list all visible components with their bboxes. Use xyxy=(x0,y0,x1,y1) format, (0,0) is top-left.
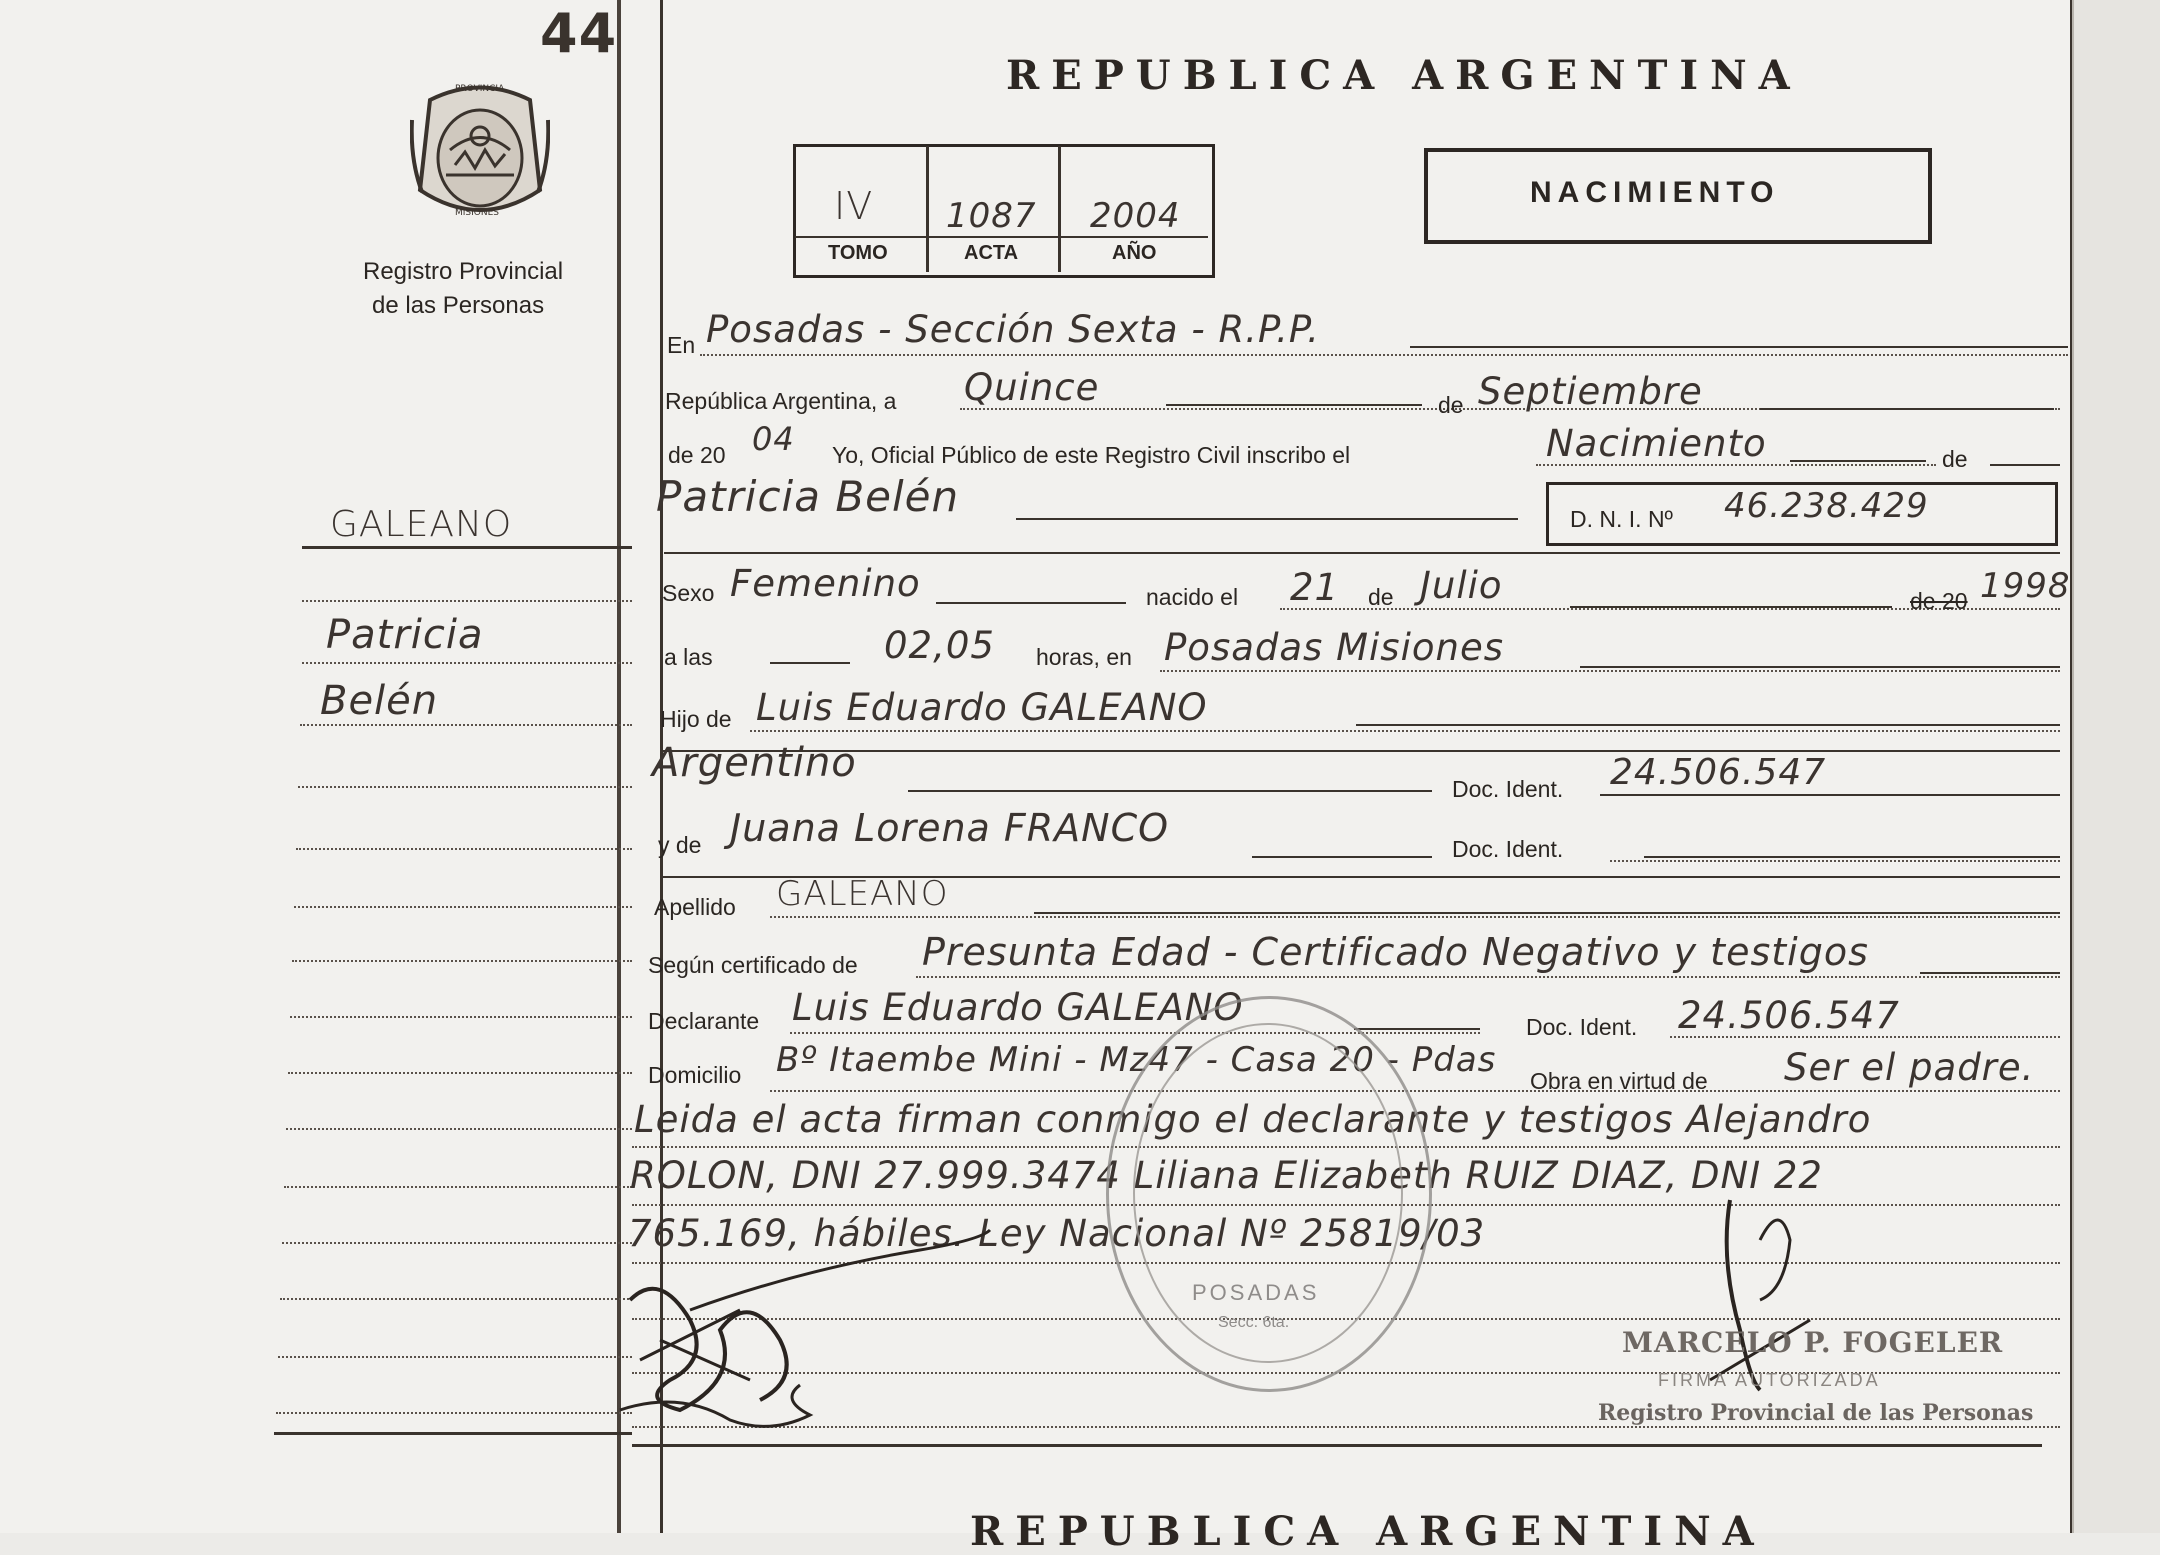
page-edge xyxy=(2072,0,2160,1533)
margin-line xyxy=(286,1128,632,1130)
margin-line xyxy=(288,1072,632,1074)
registry-statement: Yo, Oficial Público de este Registro Civil inscribo el xyxy=(832,442,1351,468)
birth-year-value: 1998 xyxy=(1980,566,2071,606)
notes-line-3: 765.169, hábiles. Ley Nacional Nº 25819/03 xyxy=(628,1212,1486,1255)
alas-label: a las xyxy=(664,644,713,670)
dni-label: D. N. I. Nº xyxy=(1570,506,1673,532)
form-line xyxy=(1160,670,2060,672)
father-doc: 24.506.547 xyxy=(1610,752,1827,793)
seal-bottom-text: MISIONES xyxy=(455,208,500,218)
month-value: Septiembre xyxy=(1478,370,1703,413)
document-type: NACIMIENTO xyxy=(1530,176,1780,209)
margin-given-name-1: Patricia xyxy=(326,612,484,658)
form-line-fill xyxy=(1354,1028,1480,1030)
form-line xyxy=(770,916,2060,918)
de-label-2: de xyxy=(1942,446,1968,472)
form-line-fill xyxy=(1166,404,1422,406)
form-line xyxy=(790,1032,1480,1034)
form-line xyxy=(1670,1036,2060,1038)
form-line-fill xyxy=(908,790,1432,792)
form-line-fill xyxy=(1570,606,1892,608)
form-line-fill xyxy=(1644,856,2060,858)
form-line-fill xyxy=(936,602,1126,604)
domicilio-label: Domicilio xyxy=(648,1062,742,1088)
margin-line xyxy=(302,600,632,602)
hijo-label: Hijo de xyxy=(660,706,732,732)
child-name: Patricia Belén xyxy=(656,472,960,521)
margin-line xyxy=(290,1016,632,1018)
acta-label: ACTA xyxy=(964,242,1019,264)
form-line-fill xyxy=(1790,460,1926,462)
de20-label: de 20 xyxy=(668,442,726,468)
birth-day: 21 xyxy=(1290,566,1340,609)
seal-top-text: PROVINCIA xyxy=(455,84,505,94)
form-line-fill xyxy=(1990,464,2060,466)
dni-value: 46.238.429 xyxy=(1724,486,1929,526)
en-value: Posadas - Sección Sexta - R.P.P. xyxy=(706,308,1320,351)
form-line xyxy=(1610,860,2060,862)
segun-value: Presunta Edad - Certificado Negativo y testigos xyxy=(922,930,1869,974)
section-rule xyxy=(660,750,2060,752)
declarante-name: Luis Eduardo GALEANO xyxy=(792,986,1244,1029)
margin-line xyxy=(278,1356,632,1358)
birth-month: Julio xyxy=(1420,564,1503,607)
margin-line xyxy=(300,724,632,726)
margin-bottom-line xyxy=(274,1432,632,1435)
en-label: En xyxy=(667,332,696,358)
registry-name-line1: Registro Provincial xyxy=(363,258,564,285)
form-line-fill xyxy=(1034,912,2060,914)
day-value: Quince xyxy=(964,366,1100,409)
margin-surname: GALEANO xyxy=(330,504,513,545)
form-bottom-rule xyxy=(632,1444,2042,1447)
notes-line-1: Leida el acta firman conmigo el declarante y testigos Alejandro xyxy=(634,1098,1872,1141)
record-box-label-line xyxy=(795,236,1208,238)
official-name: MARCELO P. FOGELER xyxy=(1622,1326,2004,1359)
tomo-value: IV xyxy=(834,184,874,228)
margin-line xyxy=(284,1186,632,1188)
obra-label: Obra en virtud de xyxy=(1530,1068,1708,1094)
nacido-label: nacido el xyxy=(1146,584,1239,610)
margin-line xyxy=(292,960,632,962)
margin-line xyxy=(296,848,632,850)
year-value: 04 xyxy=(752,420,795,458)
form-line xyxy=(1536,464,1936,466)
margin-line xyxy=(302,662,632,664)
birth-hour: 02,05 xyxy=(884,624,995,667)
stamp-text: POSADAS xyxy=(1192,1280,1320,1305)
official-signature-icon xyxy=(1700,1180,1840,1400)
declarante-doc: 24.506.547 xyxy=(1678,994,1900,1037)
mother-doc-label: Doc. Ident. xyxy=(1452,836,1564,862)
margin-line xyxy=(298,786,632,788)
form-line-fill xyxy=(1410,346,2068,348)
form-line xyxy=(770,1090,2060,1092)
section-rule xyxy=(664,552,2060,554)
form-line-fill xyxy=(1600,794,2060,796)
form-line xyxy=(916,976,2060,978)
form-line xyxy=(750,730,2060,732)
apellido-value: GALEANO xyxy=(776,874,949,914)
form-line-fill xyxy=(1760,408,2054,410)
father-doc-label: Doc. Ident. xyxy=(1452,776,1564,802)
obra-value: Ser el padre. xyxy=(1784,1046,2035,1089)
birth-place: Posadas Misiones xyxy=(1164,626,1504,669)
page-number: 44 xyxy=(540,2,618,65)
mother-name: Juana Lorena FRANCO xyxy=(730,806,1170,850)
record-box-divider-1 xyxy=(926,146,929,272)
ano-value: 2004 xyxy=(1090,196,1181,236)
acta-value: 1087 xyxy=(946,196,1037,236)
registry-stamp xyxy=(1106,996,1432,1392)
margin-line xyxy=(294,906,632,908)
margin-line xyxy=(276,1412,632,1414)
witness-signatures-icon xyxy=(600,1210,1020,1440)
inscription-type: Nacimiento xyxy=(1546,422,1767,465)
next-page-title: REPUBLICA ARGENTINA xyxy=(970,1508,1766,1555)
de-label-3: de xyxy=(1368,584,1394,610)
horas-label: horas, en xyxy=(1036,644,1132,670)
notes-line-2: ROLON, DNI 27.999.3474 Liliana Elizabeth RUIZ DIAZ, DNI 22 xyxy=(630,1154,1823,1197)
ano-label: AÑO xyxy=(1112,242,1157,264)
stamp-subtext: Secc. 6ta. xyxy=(1218,1314,1290,1331)
republica-label: República Argentina, a xyxy=(665,388,897,414)
form-line-fill xyxy=(1580,666,2060,668)
father-nationality: Argentino xyxy=(652,740,857,786)
declarante-doc-label: Doc. Ident. xyxy=(1526,1014,1638,1040)
apellido-label: Apellido xyxy=(654,894,736,920)
margin-given-name-2: Belén xyxy=(320,678,439,724)
record-box-divider-2 xyxy=(1058,146,1061,272)
domicilio-value: Bº Itaembe Mini - Mz47 - Casa 20 - Pdas xyxy=(776,1040,1497,1080)
registry-name-line2: de las Personas xyxy=(372,292,545,319)
tomo-label: TOMO xyxy=(828,242,888,264)
form-line-fill xyxy=(1016,518,1518,520)
margin-line xyxy=(280,1298,632,1300)
official-role: FIRMA AUTORIZADA xyxy=(1658,1370,1881,1390)
form-line xyxy=(700,354,2068,356)
page-title: REPUBLICA ARGENTINA xyxy=(1006,52,1802,99)
sexo-value: Femenino xyxy=(730,562,921,605)
segun-label: Según certificado de xyxy=(648,952,858,978)
official-office: Registro Provincial de las Personas xyxy=(1598,1400,2034,1426)
declarante-label: Declarante xyxy=(648,1008,760,1034)
margin-line xyxy=(282,1242,632,1244)
birth-year-label: de 20 xyxy=(1910,588,1968,614)
sexo-label: Sexo xyxy=(662,580,715,606)
form-line-fill xyxy=(1920,972,2060,974)
father-name: Luis Eduardo GALEANO xyxy=(756,686,1208,729)
yde-label: y de xyxy=(658,832,702,858)
form-line-fill xyxy=(1252,856,1432,858)
form-line-fill xyxy=(770,662,850,664)
margin-surname-line xyxy=(302,546,632,549)
de-label: de xyxy=(1438,392,1464,418)
form-line-fill xyxy=(1356,724,2060,726)
